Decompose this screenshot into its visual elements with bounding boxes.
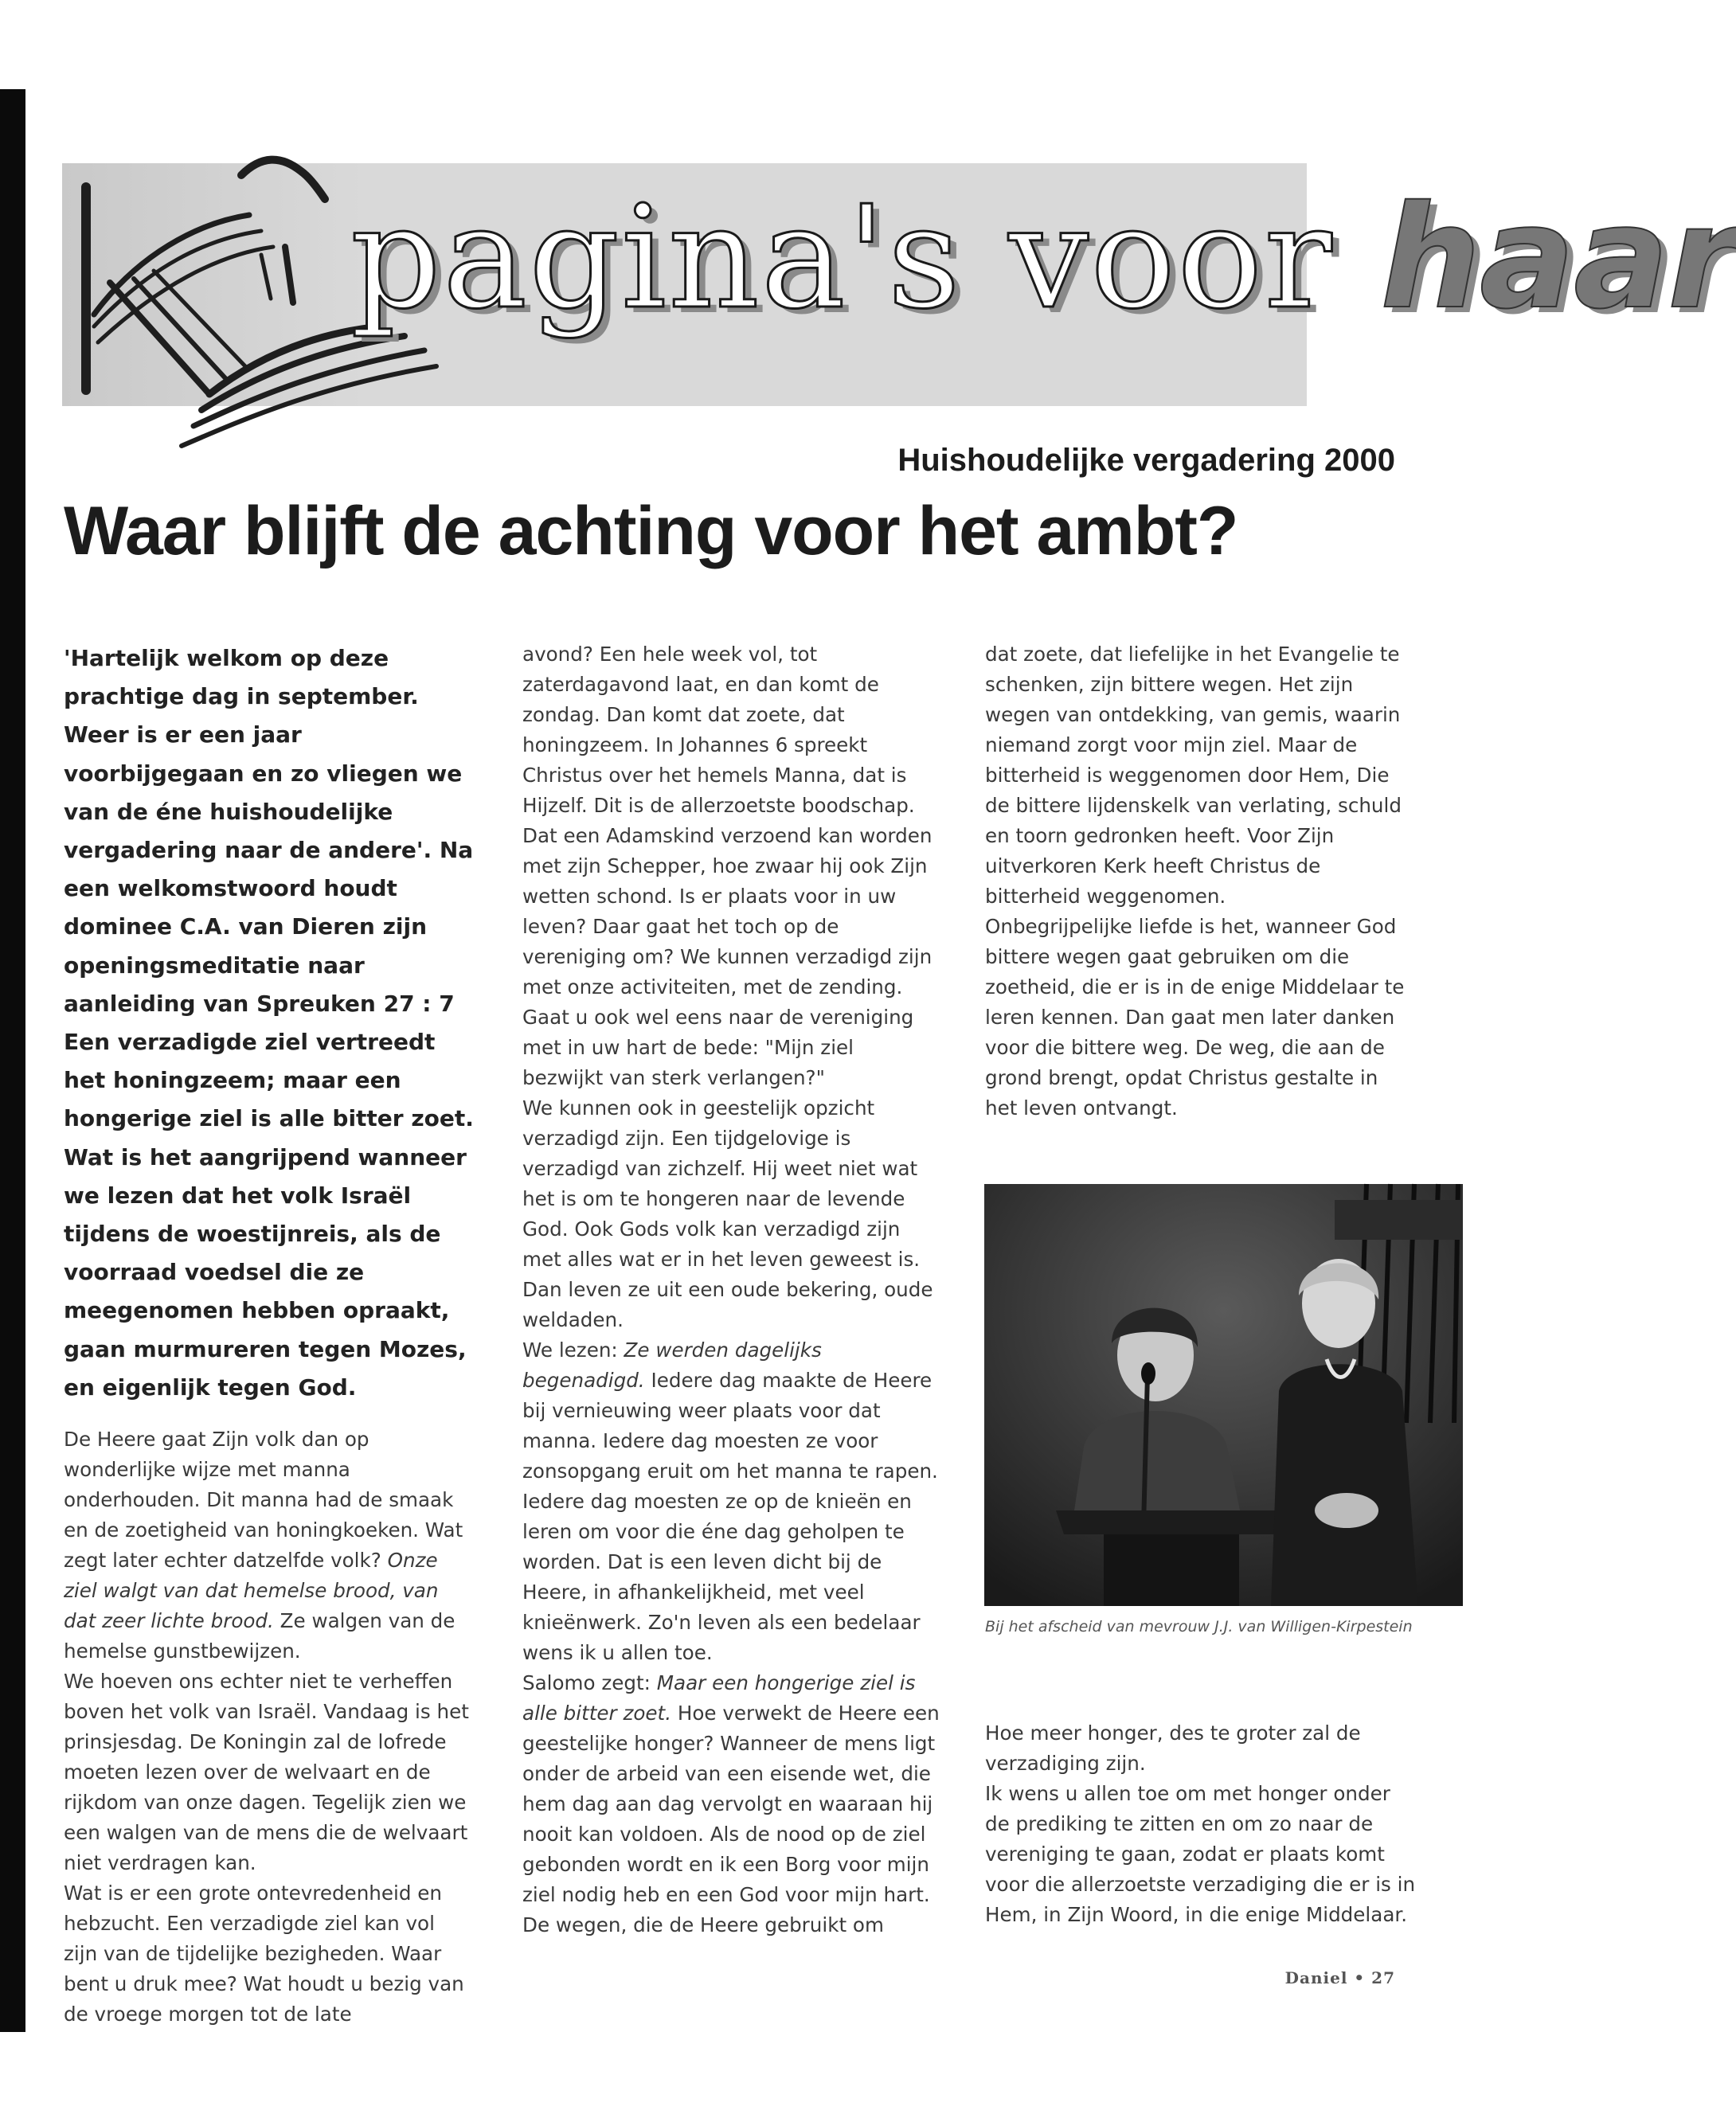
column-2: [522, 639, 940, 1940]
paragraph: Hoe meer honger, des te groter zal de verzadiging zijn.: [985, 1721, 1361, 1775]
paragraph: Salomo zegt: Maar een hongerige ziel is alle bitter zoet. Hoe verwekt de Heere een geestelijke honger? Wanneer de mens ligt onder de arbeid van een eisende wet, die hem dag aan dag vervolgt en waaraan hij nooit kan voldoen. Als de nood op de ziel gebonden wordt en ik een Borg voor mijn ziel nodig heb en een God voor mijn hart. De wegen, die de Heere gebruikt om: [522, 1671, 940, 1936]
page-number: 27: [1371, 1968, 1395, 1987]
section-title-main: pagina's voor: [350, 175, 1334, 340]
magazine-name: Daniel: [1284, 1968, 1348, 1987]
article-headline: Waar blijft de achting voor het ambt?: [64, 493, 1238, 569]
paragraph: De Heere gaat Zijn volk dan op wonderlijke wijze met manna onderhouden. Dit manna had de smaak en de zoetigheid van honingkoeken. Wat zegt later echter datzelfde volk? Onze ziel walgt van dat hemelse brood, van dat zeer lichte brood. Ze walgen van de hemelse gunstbewijzen.: [64, 1428, 463, 1663]
section-title: [350, 175, 1736, 340]
footer-separator: •: [1354, 1968, 1366, 1987]
section-title-emphasis: haar: [1380, 175, 1736, 340]
paragraph: avond? Een hele week vol, tot zaterdagavond laat, en dan komt de zondag. Dan komt dat zoete, dat honingzeem. In Johannes 6 spreekt Christus over het hemels Manna, dat is Hijzelf. Dit is de allerzoetste boodschap. Dat een Adamskind verzoend kan worden met zijn Schepper, hoe zwaar hij ook Zijn wetten schond. Is er plaats voor in uw leven? Daar gaat het toch op de vereniging om? We kunnen verzadigd zijn met onze activiteiten, met de zending. Gaat u ook wel eens naar de vereniging met in uw hart de bede: "Mijn ziel bezwijkt van sterk verlangen?": [522, 643, 933, 1089]
column-3: [985, 639, 1415, 1123]
article-photo: [984, 1184, 1463, 1606]
photo-illustration: [984, 1184, 1463, 1606]
paragraph: dat zoete, dat liefelijke in het Evangelie te schenken, zijn bittere wegen. Het zijn wegen van ontdekking, van gemis, waarin niemand zorgt voor mijn ziel. Maar de bitterheid is weggenomen door Hem, Die de bittere lijdenskelk van verlating, schuld en toorn gedronken heeft. Voor Zijn uitverkoren Kerk heeft Christus de bitterheid weggenomen.: [985, 643, 1402, 908]
paragraph: Ik wens u allen toe om met honger onder de prediking te zitten en om zo naar de vereniging te gaan, zodat er plaats komt voor die allerzoetste verzadiging die er is in Hem, in Zijn Woord, in die enige Middelaar.: [985, 1782, 1416, 1926]
column-3-continued: [985, 1718, 1419, 1930]
photo-caption: Bij het afscheid van mevrouw J.J. van Willigen-Kirpestein: [985, 1618, 1413, 1635]
article-kicker: Huishoudelijke vergadering 2000: [897, 443, 1395, 478]
paragraph: Onbegrijpelijke liefde is het, wanneer God bittere wegen gaat gebruiken om die zoetheid, die er is in de enige Middelaar te leren kennen. Dan gaat men later danken voor die bittere weg. De weg, die aan de grond brengt, opdat Christus gestalte in het leven ontvangt.: [985, 915, 1405, 1120]
paragraph: We hoeven ons echter niet te verheffen boven het volk van Israël. Vandaag is het prinsjesdag. De Koningin zal de lofrede moeten lezen over de welvaart en de rijkdom van onze dagen. Tegelijk zien we een walgen van de mens die de welvaart niet verdragen kan.: [64, 1670, 469, 1875]
scan-edge: [0, 89, 25, 2032]
paragraph: Wat is er een grote ontevredenheid en hebzucht. Een verzadigde ziel kan vol zijn van de tijdelijke bezigheden. Waar bent u druk mee? Wat houdt u bezig van de vroege morgen tot de late: [64, 1882, 464, 2026]
paragraph: We lezen: Ze werden dagelijks begenadigd. Iedere dag maakte de Heere bij vernieuwing weer plaats voor dat manna. Iedere dag moesten ze voor zonsopgang eruit om het manna te rapen. Iedere dag moesten ze op de knieën en leren om voor die éne dag geholpen te worden. Dat is een leven dicht bij de Heere, in afhankelijkheid, met veel knieënwerk. Zo'n leven als een bedelaar wens ik u allen toe.: [522, 1338, 938, 1664]
paragraph: We kunnen ook in geestelijk opzicht verzadigd zijn. Een tijdgelovige is verzadigd van zichzelf. Hij weet niet wat het is om te hongeren naar de levende God. Ook Gods volk kan verzadigd zijn met alles wat er in het leven geweest is. Dan leven ze uit een oude bekering, oude weldaden.: [522, 1096, 933, 1331]
page-footer: [1285, 1968, 1395, 1987]
column-1: [64, 639, 474, 2030]
lead-paragraph: 'Hartelijk welkom op deze prachtige dag in september. Weer is er een jaar voorbijgegaan en zo vliegen we van de éne huishoudelijke vergadering naar de andere'. Na een welkomstwoord houdt dominee C.A. van Dieren zijn openingsmeditatie naar aanleiding van Spreuken 27 : 7 Een verzadigde ziel vertreedt het honingzeem; maar een hongerige ziel is alle bitter zoet. Wat is het aangrijpend wanneer we lezen dat het volk Israël tijdens de woestijnreis, als de voorraad voedsel die ze meegenomen hebben opraakt, gaan murmureren tegen Mozes, en eigenlijk tegen God.: [64, 645, 474, 1401]
